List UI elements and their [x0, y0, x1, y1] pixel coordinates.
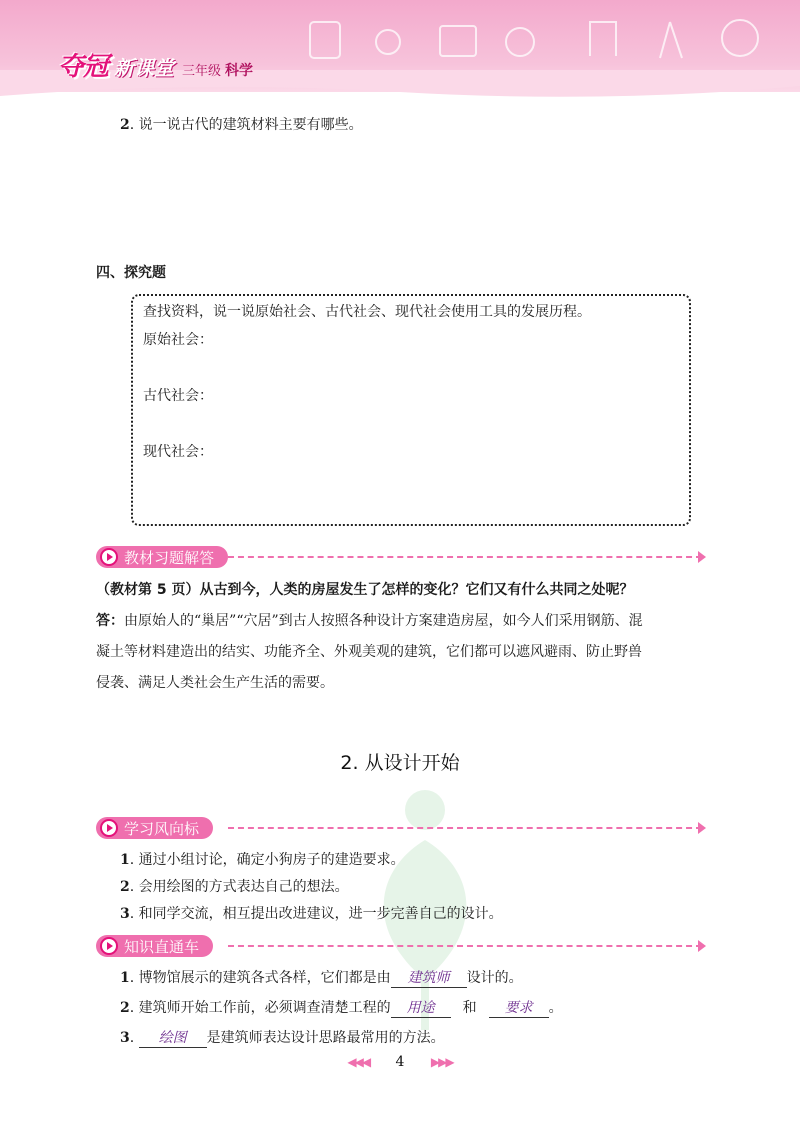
answer-line-3: 侵袭、满足人类社会生产生活的需要。: [96, 675, 334, 691]
answer-line-1: [96, 611, 643, 631]
goal-item: [120, 904, 503, 924]
prev-arrows-icon: ◀◀◀: [347, 1055, 370, 1069]
goal-num: 2: [120, 879, 130, 895]
play-icon: [100, 937, 118, 955]
goal-item: [120, 877, 349, 897]
banner-pill: [96, 817, 213, 839]
goal-text: . 会用绘图的方式表达自己的想法。: [129, 879, 349, 895]
k1-num: 1: [120, 970, 130, 986]
header-decor-icons: [290, 8, 770, 74]
answer-label: 答：: [96, 613, 124, 629]
subject-label: 科学: [225, 63, 254, 79]
grade-label: 三年级: [182, 64, 222, 79]
inquiry-item-primitive: 原始社会：: [143, 332, 213, 348]
k3-pre: .: [129, 1030, 139, 1046]
q2-line: [120, 115, 363, 135]
banner-dash-line: [228, 827, 702, 829]
inquiry-answer-box: [131, 294, 691, 526]
q2-text: . 说一说古代的建筑材料主要有哪些。: [129, 117, 363, 133]
knowledge-item-3: [120, 1028, 445, 1048]
section-title-inquiry: 四、探究题: [96, 265, 166, 281]
k2-mid: 和: [462, 1000, 477, 1016]
inquiry-item-ancient: 古代社会：: [143, 388, 213, 404]
k3-post: 是建筑师表达设计思路最常用的方法。: [206, 1030, 445, 1046]
q2-num: 2: [120, 117, 130, 133]
page-number: 4: [395, 1054, 405, 1070]
arrow-right-icon: [698, 822, 706, 834]
goal-text: . 通过小组讨论，确定小狗房子的建造要求。: [129, 852, 405, 868]
arrow-right-icon: [698, 551, 706, 563]
fill-blank: 要求: [489, 999, 549, 1018]
goal-num: 3: [120, 906, 130, 922]
fill-blank: 用途: [391, 999, 451, 1018]
k1-post: 设计的。: [466, 970, 523, 986]
chapter-title: 2. 从设计开始: [340, 752, 460, 774]
goal-item: [120, 850, 405, 870]
k1-pre: . 博物馆展示的建筑各式各样，它们都是由: [129, 970, 391, 986]
brand-main: 夺冠: [58, 52, 109, 82]
banner-label: 学习风向标: [124, 819, 200, 838]
knowledge-item-1: [120, 968, 523, 988]
banner-knowledge: [96, 934, 213, 958]
k2-num: 2: [120, 1000, 130, 1016]
fill-blank: 绘图: [139, 1029, 207, 1048]
banner-label: 教材习题解答: [124, 548, 215, 567]
banner-label: 知识直通车: [124, 937, 200, 956]
play-icon: [100, 548, 118, 566]
banner-learning-goals: [96, 816, 213, 840]
k2-pre: . 建筑师开始工作前，必须调查清楚工程的: [129, 1000, 391, 1016]
brand-sub: 新课堂: [114, 56, 175, 80]
goal-num: 1: [120, 852, 130, 868]
inquiry-item-modern: 现代社会：: [143, 444, 213, 460]
banner-dash-line: [228, 556, 702, 558]
arrow-right-icon: [698, 940, 706, 952]
goal-text: . 和同学交流，相互提出改进建议，进一步完善自己的设计。: [129, 906, 503, 922]
banner-dash-line: [228, 945, 702, 947]
brand-logo: [58, 46, 253, 83]
textbook-question: （教材第 5 页）从古到今，人类的房屋发生了怎样的变化？它们又有什么共同之处呢？: [96, 582, 634, 598]
answer-text-1: 由原始人的“巢居”“穴居”到古人按照各种设计方案建造房屋，如今人们采用钢筋、混: [124, 613, 643, 629]
knowledge-item-2: [120, 998, 563, 1018]
page-header: [0, 0, 800, 92]
banner-pill: [96, 935, 213, 957]
next-arrows-icon: ▶▶▶: [430, 1055, 453, 1069]
fill-blank: 建筑师: [391, 969, 467, 988]
k2-post: 。: [548, 1000, 563, 1016]
answer-line-2: 凝土等材料建造出的结实、功能齐全、外观美观的建筑，它们都可以遮风避雨、防止野兽: [96, 644, 642, 660]
inquiry-prompt: 查找资料，说一说原始社会、古代社会、现代社会使用工具的发展历程。: [143, 304, 591, 320]
page-footer: [0, 1054, 800, 1070]
banner-textbook-answers: [96, 545, 228, 569]
play-icon: [100, 819, 118, 837]
banner-pill: [96, 546, 228, 568]
k3-num: 3: [120, 1030, 130, 1046]
